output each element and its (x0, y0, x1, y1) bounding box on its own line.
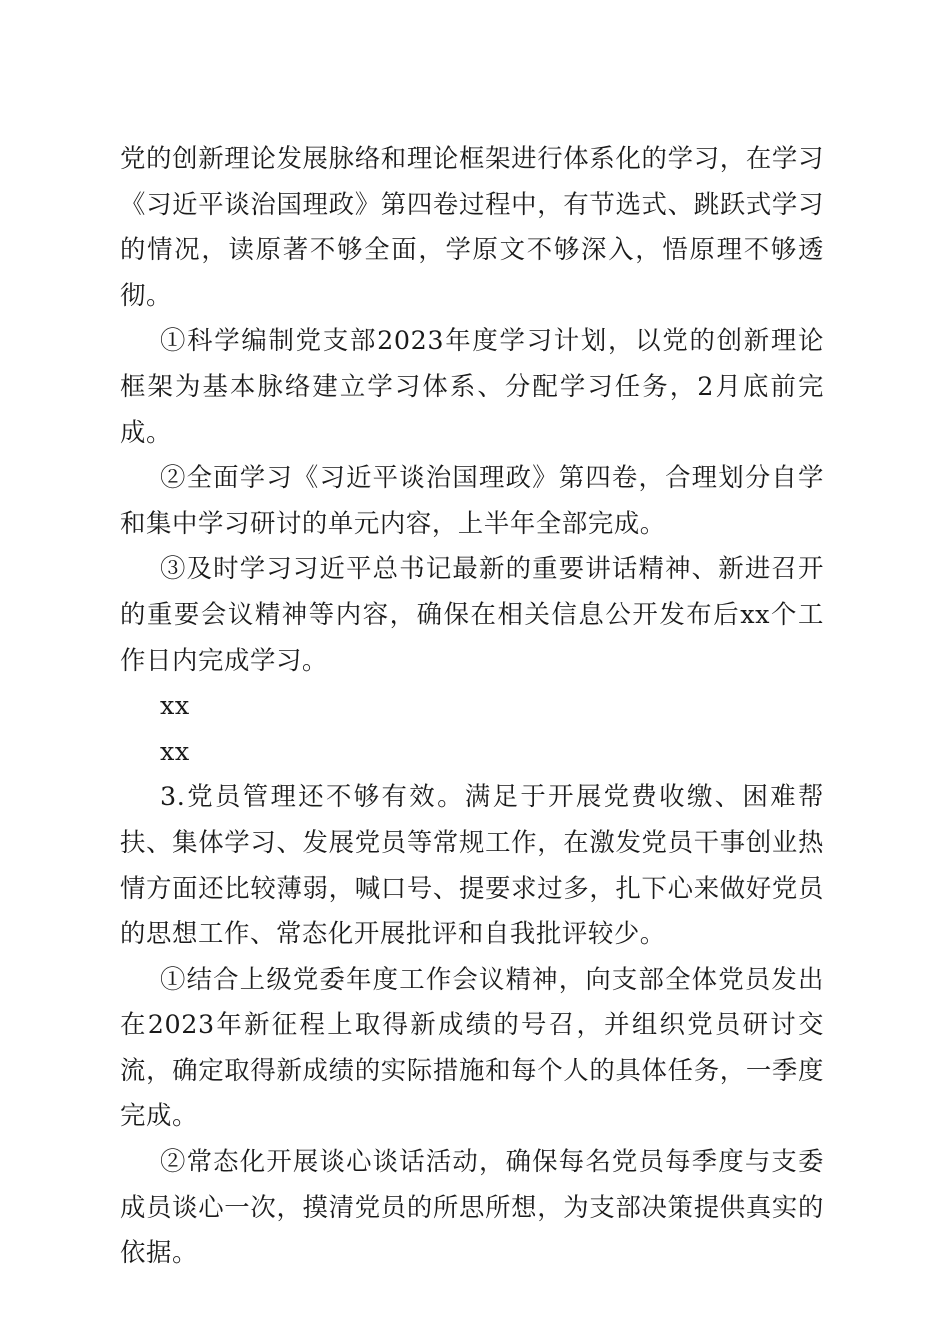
paragraph-measure-2: ②全面学习《习近平谈治国理政》第四卷，合理划分自学和集中学习研讨的单元内容，上半年全部完成。 (120, 462, 824, 538)
paragraph-measure-3: ③及时学习习近平总书记最新的重要讲话精神、新进召开的重要会议精神等内容，确保在相关信息公开发布后xx个工作日内完成学习。 (120, 553, 824, 675)
paragraph-placeholder-2: xx (160, 735, 190, 766)
paragraph-member-measure-2: ②常态化开展谈心谈话活动，确保每名党员每季度与支委成员谈心一次，摸清党员的所思所想，为支部决策提供真实的依据。 (120, 1146, 824, 1268)
paragraph-placeholder-1: xx (160, 690, 190, 721)
paragraph-member-management: 3.党员管理还不够有效。满足于开展党费收缴、困难帮扶、集体学习、发展党员等常规工作，在激发党员干事创业热情方面还比较薄弱，喊口号、提要求过多，扎下心来做好党员的思想工作、常态化开展批评和自我批评较少。 (120, 781, 824, 949)
paragraph-study-shortcomings: 党的创新理论发展脉络和理论框架进行体系化的学习，在学习《习近平谈治国理政》第四卷过程中，有节选式、跳跃式学习的情况，读原著不够全面，学原文不够深入，悟原理不够透彻。 (120, 143, 824, 310)
document-body (120, 136, 824, 1276)
paragraph-member-measure-1: ①结合上级党委年度工作会议精神，向支部全体党员发出在2023年新征程上取得新成绩的号召，并组织党员研讨交流，确定取得新成绩的实际措施和每个人的具体任务，一季度完成。 (120, 963, 824, 1131)
paragraph-measure-1: ①科学编制党支部2023年度学习计划，以党的创新理论框架为基本脉络建立学习体系、分配学习任务，2月底前完成。 (120, 325, 824, 447)
